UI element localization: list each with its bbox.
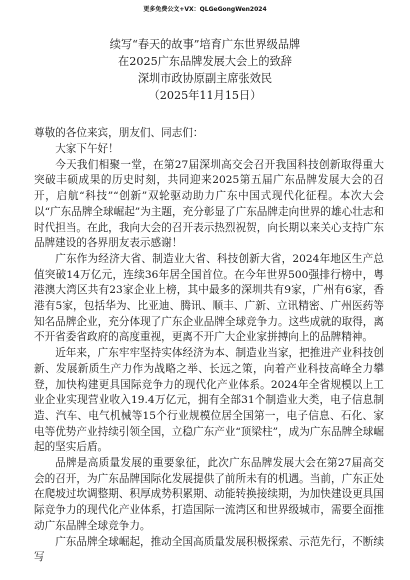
paragraph: 广东作为经济大省、制造业大省、科技创新大省，2024年地区生产总值突破14万亿元，连续36年居全国首位。在今年世界500强排行榜中，粤港澳大湾区共有23家企业上榜，其中最多的深圳共有9家，广州有6家，香港有5家，包括华为、比亚迪、腾讯、顺丰、广新、立讯精密、广州医药等知名品牌企业，充分体现了广东企业品牌全球竞争力。这些成就的取得，离不开省委省政府的高度重视，更离不开广大企业家拼搏向上的品牌精神。: [34, 252, 384, 344]
paragraph-greeting: 大家下午好！: [55, 143, 119, 155]
main-title: 续写“春天的故事”培育广东世界级品牌: [109, 38, 301, 51]
speech-body: [34, 142, 384, 566]
watermark-text: 更多免费公文+VX：QLGeGongWen2024: [143, 6, 267, 13]
salutation: 尊敬的各位来宾，朋友们、同志们：: [34, 127, 204, 139]
paragraph: 广东品牌全球崛起，推动全国高质量发展积极探索、示范先行，不断续写: [34, 535, 384, 564]
paragraph: 品牌是高质量发展的重要象征，此次广东品牌发展大会在第27届高交会的召开，为广东品牌国际化发展提供了前所未有的机遇。当前，广东正处在爬坡过坎调整期、积厚成势积累期、动能转换接续期，为加快建设更具国际竞争力的现代化产业体系，打造国际一流湾区和世界级城市，需要全面推动广东品牌全球竞争力。: [34, 457, 384, 532]
paragraph: 近年来，广东牢牢坚持实体经济为本、制造业当家，把推进产业科技创新、发展新质生产力作为战略之举、长远之策，向着产业科技高峰全力攀登，加快构建更具国际竞争力的现代化产业体系。2024年全省规模以上工业企业实现营业收入19.4万亿元，拥有全部31个制造业大类，电子信息制造、汽车、电气机械等15个行业规模位居全国第一，电子信息、石化、家电等优势产业持续引领全国，立稳广东产业“顶梁柱”，成为广东品牌全球崛起的坚实后盾。: [34, 347, 384, 454]
paragraph: 今天我们相聚一堂，在第27届深圳高交会召开我国科技创新取得重大突破丰硕成果的历史时刻，共同迎来2025第五届广东品牌发展大会的召开，启航“科技”“创新”双轮驱动助力广东中国式现代化征程。本次大会以“广东品牌全球崛起”为主题，充分彰显了广东品牌走向世界的雄心壮志和时代担当。在此，我向大会的召开表示热烈祝贺，向长期以来关心支持广东品牌建设的各界朋友表示感谢！: [34, 158, 384, 250]
subtitle-event: 在2025广东品牌发展大会上的致辞: [118, 55, 292, 68]
speech-date: （2025年11月15日）: [148, 89, 262, 102]
title-block: [20, 36, 390, 104]
speaker-name: 深圳市政协原副主席张效民: [137, 72, 273, 85]
